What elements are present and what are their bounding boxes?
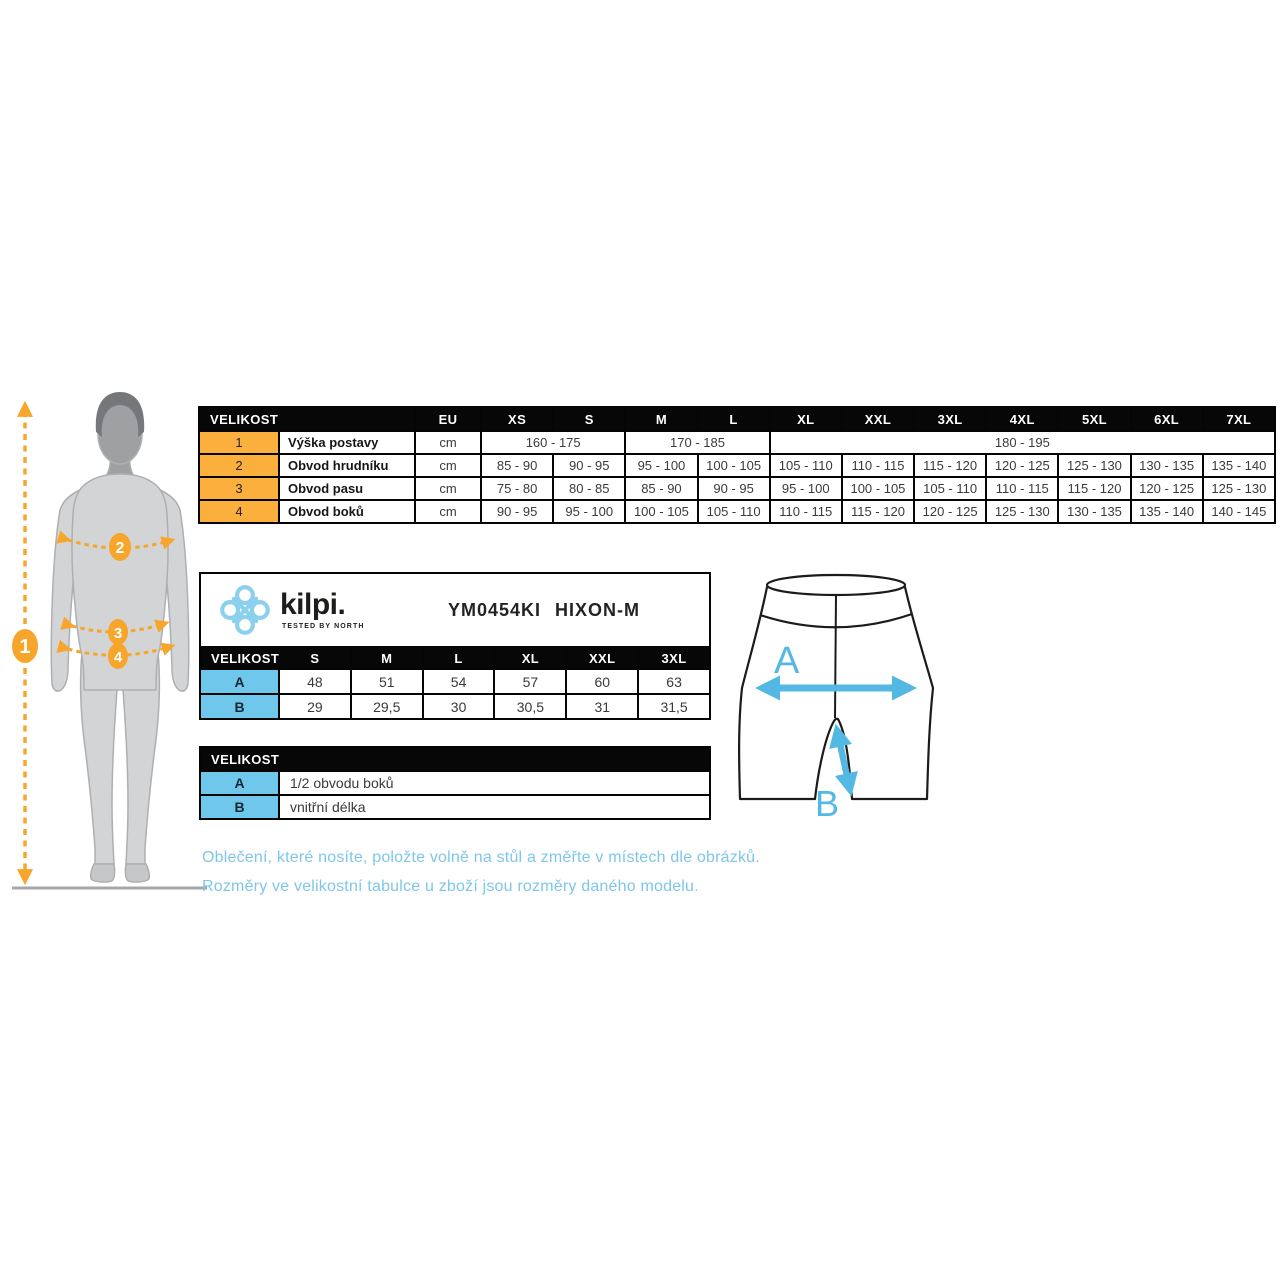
value-cell: 60	[566, 669, 638, 694]
unit-cell: cm	[415, 454, 481, 477]
size-col-header: L	[423, 647, 495, 669]
unit-cell: cm	[415, 500, 481, 523]
legend-desc-cell: 1/2 obvodu boků	[279, 771, 710, 795]
value-cell: 48	[279, 669, 351, 694]
legend-desc-cell: vnitřní délka	[279, 795, 710, 819]
legend-row-a	[200, 771, 710, 795]
range-cell: 120 - 125	[1131, 477, 1203, 500]
measurement-label-cell: Obvod boků	[279, 500, 415, 523]
range-cell: 90 - 95	[553, 454, 625, 477]
kilpi-logo	[201, 584, 379, 636]
product-table-header	[200, 647, 710, 669]
size-col-header: M	[351, 647, 423, 669]
legend-row-b	[200, 795, 710, 819]
note-line-2: Rozměry ve velikostní tabulce u zboží jsou rozměry daného modelu.	[202, 878, 699, 895]
product-code: YM0454KI	[447, 599, 542, 620]
size-col-header: 7XL	[1203, 407, 1275, 431]
value-cell: 51	[351, 669, 423, 694]
size-col-header: 5XL	[1058, 407, 1130, 431]
size-col-header: 3XL	[914, 407, 986, 431]
value-cell: 31	[566, 694, 638, 719]
product-model: HIXON-M	[555, 599, 641, 620]
brand-tagline: TESTED BY NORTH	[282, 623, 365, 630]
range-cell: 85 - 90	[625, 477, 697, 500]
right-foot	[125, 864, 149, 882]
size-col-header: 6XL	[1131, 407, 1203, 431]
range-cell: 90 - 95	[481, 500, 553, 523]
badge-1-label: 1	[19, 636, 31, 658]
size-col-header: S	[553, 407, 625, 431]
body-measurement-figure	[0, 390, 212, 902]
legend-title: VELIKOST	[200, 747, 710, 771]
badge-4-label: 4	[113, 649, 123, 666]
measurement-row-height	[199, 431, 1275, 454]
value-cell: 29	[279, 694, 351, 719]
range-cell: 110 - 115	[986, 477, 1058, 500]
range-cell: 170 - 185	[625, 431, 769, 454]
legend-header	[200, 747, 710, 771]
dimension-row-a	[200, 669, 710, 694]
range-cell: 90 - 95	[698, 477, 770, 500]
range-cell: 105 - 110	[770, 454, 842, 477]
range-cell: 135 - 140	[1131, 500, 1203, 523]
value-cell: 30,5	[494, 694, 566, 719]
range-cell: 100 - 105	[842, 477, 914, 500]
range-cell: 180 - 195	[770, 431, 1275, 454]
measurement-row-chest	[199, 454, 1275, 477]
size-col-header: XL	[770, 407, 842, 431]
size-col-header: L	[698, 407, 770, 431]
range-cell: 95 - 100	[770, 477, 842, 500]
range-cell: 120 - 125	[986, 454, 1058, 477]
legend-table	[199, 746, 711, 820]
value-cell: 57	[494, 669, 566, 694]
product-block	[199, 572, 711, 720]
left-foot	[91, 864, 115, 882]
dimension-key-cell: A	[200, 771, 279, 795]
unit-cell: cm	[415, 477, 481, 500]
range-cell: 110 - 115	[770, 500, 842, 523]
range-cell: 120 - 125	[914, 500, 986, 523]
range-cell: 110 - 115	[842, 454, 914, 477]
eu-header: EU	[415, 407, 481, 431]
shorts-diagram	[730, 560, 945, 820]
row-number-cell: 3	[199, 477, 279, 500]
size-col-header: XS	[481, 407, 553, 431]
range-cell: 130 - 135	[1058, 500, 1130, 523]
row-number-cell: 1	[199, 431, 279, 454]
value-cell: 63	[638, 669, 710, 694]
note-line-1: Oblečení, které nosíte, položte volně na stůl a změřte v místech dle obrázků.	[202, 849, 760, 866]
product-size-table	[199, 646, 711, 720]
range-cell: 100 - 105	[625, 500, 697, 523]
range-cell: 95 - 100	[625, 454, 697, 477]
product-title	[379, 600, 709, 621]
notes	[202, 843, 760, 901]
label-a: A	[774, 640, 800, 682]
unit-cell: cm	[415, 431, 481, 454]
size-col-header: XXL	[842, 407, 914, 431]
measurement-row-waist	[199, 477, 1275, 500]
brand-name: kilpi.	[280, 588, 346, 621]
range-cell: 160 - 175	[481, 431, 625, 454]
range-cell: 80 - 85	[553, 477, 625, 500]
row-number-cell: 4	[199, 500, 279, 523]
value-cell: 31,5	[638, 694, 710, 719]
range-cell: 100 - 105	[698, 454, 770, 477]
badge-2-label: 2	[115, 540, 125, 557]
range-cell: 75 - 80	[481, 477, 553, 500]
range-cell: 135 - 140	[1203, 454, 1275, 477]
size-col-header: XXL	[566, 647, 638, 669]
measurement-label-cell: Výška postavy	[279, 431, 415, 454]
dimension-row-b	[200, 694, 710, 719]
range-cell: 125 - 130	[986, 500, 1058, 523]
value-cell: 30	[423, 694, 495, 719]
range-cell: 115 - 120	[1058, 477, 1130, 500]
range-cell: 115 - 120	[842, 500, 914, 523]
brand-text	[280, 590, 365, 630]
size-table-title: VELIKOST	[199, 407, 415, 431]
size-table-header	[199, 407, 1275, 431]
range-cell: 85 - 90	[481, 454, 553, 477]
brand-header	[199, 572, 711, 648]
range-cell: 95 - 100	[553, 500, 625, 523]
range-cell: 125 - 130	[1203, 477, 1275, 500]
value-cell: 54	[423, 669, 495, 694]
measurement-label-cell: Obvod pasu	[279, 477, 415, 500]
range-cell: 125 - 130	[1058, 454, 1130, 477]
size-col-header: 3XL	[638, 647, 710, 669]
value-cell: 29,5	[351, 694, 423, 719]
size-col-header: 4XL	[986, 407, 1058, 431]
size-col-header: S	[279, 647, 351, 669]
range-cell: 105 - 110	[914, 477, 986, 500]
range-cell: 115 - 120	[914, 454, 986, 477]
row-number-cell: 2	[199, 454, 279, 477]
dimension-key-cell: A	[200, 669, 279, 694]
size-col-header: M	[625, 407, 697, 431]
dimension-key-cell: B	[200, 694, 279, 719]
badge-3-label: 3	[113, 625, 123, 642]
range-cell: 130 - 135	[1131, 454, 1203, 477]
product-table-title: VELIKOST	[200, 647, 279, 669]
label-b: B	[815, 783, 840, 820]
measurement-label-cell: Obvod hrudníku	[279, 454, 415, 477]
size-table	[198, 406, 1276, 524]
dimension-key-cell: B	[200, 795, 279, 819]
range-cell: 105 - 110	[698, 500, 770, 523]
size-col-header: XL	[494, 647, 566, 669]
range-cell: 140 - 145	[1203, 500, 1275, 523]
kilpi-knot-icon	[219, 584, 271, 636]
measurement-row-hips	[199, 500, 1275, 523]
